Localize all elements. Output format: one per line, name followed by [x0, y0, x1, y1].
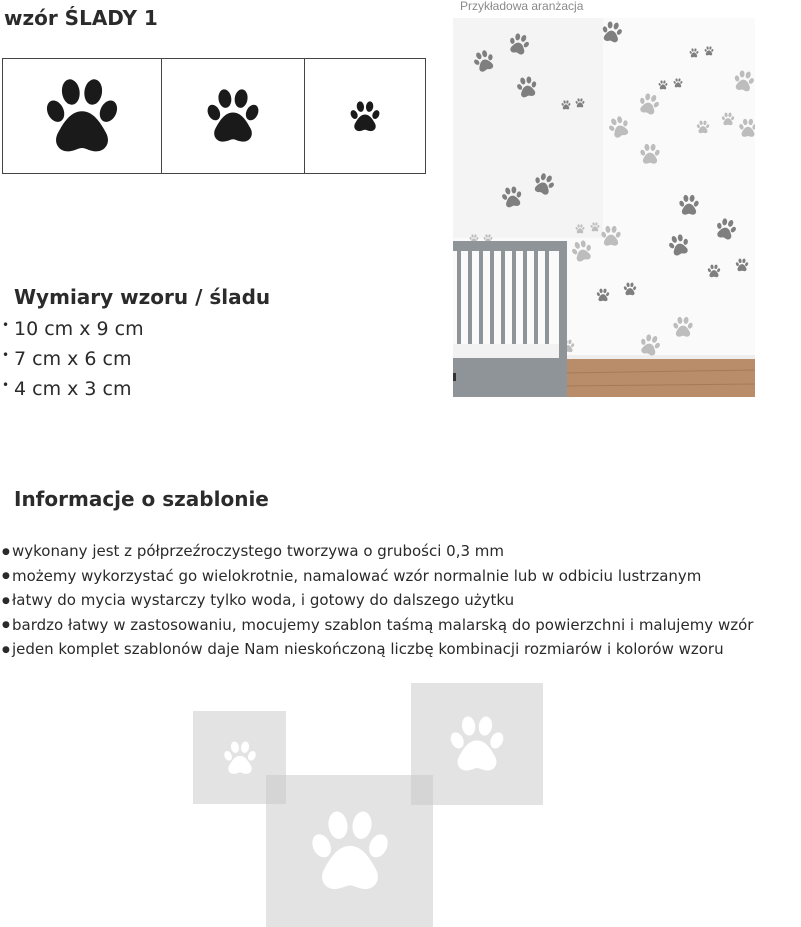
paw-print-icon	[200, 87, 266, 145]
info-list	[2, 540, 753, 663]
list-item: ● łatwy do mycia wystarczy tylko woda, i gotowy do dalszego użytku	[2, 589, 753, 614]
list-item: ● wykonany jest z półprzeźroczystego tworzywa o grubości 0,3 mm	[2, 540, 753, 565]
dimensions-heading: Wymiary wzoru / śladu	[14, 285, 271, 309]
list-item: • 10 cm x 9 cm	[2, 318, 144, 340]
paw-print-icon	[346, 100, 384, 133]
bullet-icon: •	[2, 348, 10, 362]
stencil-large	[266, 775, 433, 927]
bullet-icon: •	[2, 318, 10, 332]
info-heading: Informacje o szablonie	[14, 487, 269, 511]
bullet-icon: ●	[2, 595, 10, 606]
stencil-paw-icon	[444, 714, 510, 774]
list-item: ● możemy wykorzystać go wielokrotnie, namalować wzór normalnie lub w odbiciu lustrzanym	[2, 565, 753, 590]
photo-caption: Przykładowa aranżacja	[460, 0, 584, 13]
nursery-wall-illustration	[453, 18, 755, 397]
list-item: ● bardzo łatwy w zastosowaniu, mocujemy szablon taśmą malarską do powierzchni i malujemy wzór	[2, 614, 753, 639]
example-arrangement-photo	[453, 18, 755, 397]
stencil-paw-icon	[303, 808, 397, 894]
list-item: • 4 cm x 3 cm	[2, 378, 132, 400]
paw-size-large-cell	[3, 59, 162, 173]
list-item: • 7 cm x 6 cm	[2, 348, 132, 370]
stencil-paw-icon	[221, 740, 259, 776]
bullet-icon: ●	[2, 620, 10, 630]
bullet-icon: •	[2, 378, 10, 392]
bullet-icon: ●	[2, 571, 10, 581]
list-item: ● jeden komplet szablonów daje Nam nieskończoną liczbę kombinacji rozmiarów i kolorów wzoru	[2, 638, 753, 663]
paw-size-medium-cell	[162, 59, 305, 173]
page-title: wzór ŚLADY 1	[4, 6, 158, 30]
paw-size-table	[2, 58, 426, 174]
paw-size-small-cell	[305, 59, 425, 173]
bullet-icon: ●	[2, 546, 10, 557]
paw-print-icon	[36, 76, 128, 156]
dimensions-list	[2, 316, 144, 406]
bullet-icon: ●	[2, 644, 10, 655]
